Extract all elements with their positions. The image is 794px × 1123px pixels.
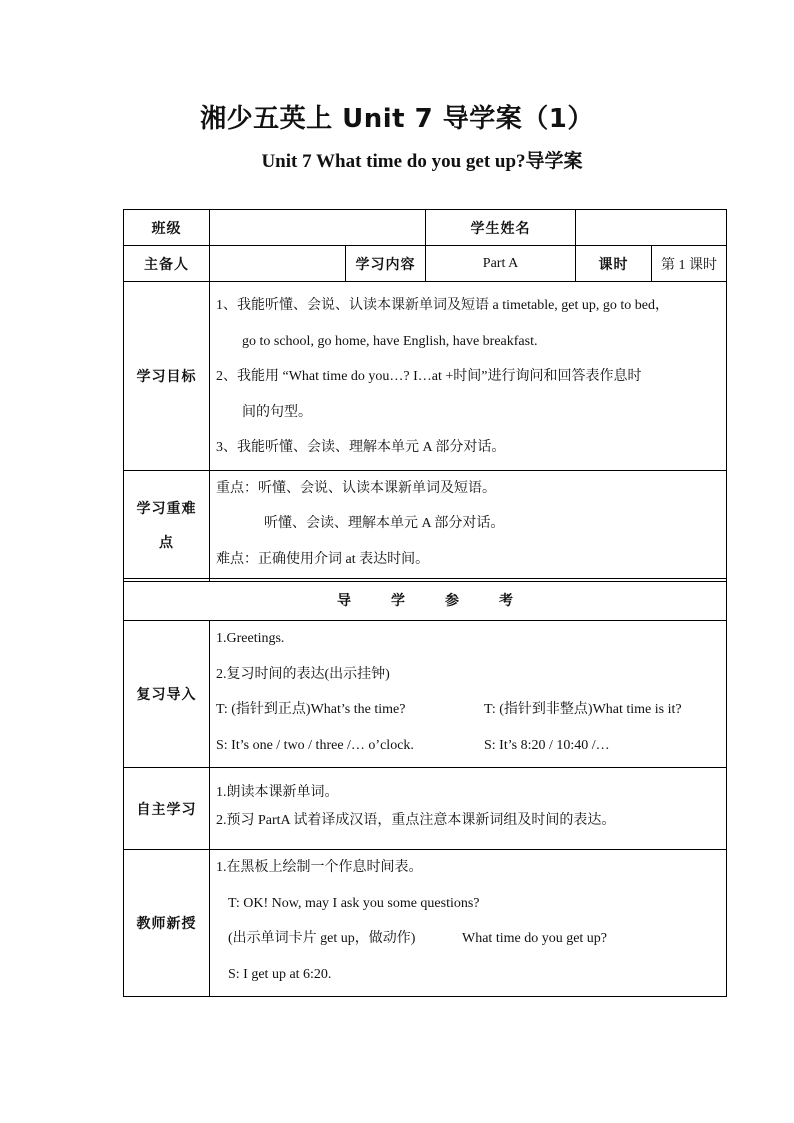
guide-header: 导学参考 (124, 579, 727, 621)
teaching-line: 1.在黑板上绘制一个作息时间表。 (216, 860, 423, 875)
goals-label: 学习目标 (124, 282, 210, 471)
period-value: 第 1 课时 (652, 246, 727, 282)
review-line: T: (指针到正点)What’s the time? (216, 702, 406, 717)
class-field[interactable] (210, 210, 426, 246)
preparer-field[interactable] (210, 246, 346, 282)
goal-line: 3、我能听懂、会读、理解本单元 A 部分对话。 (216, 440, 506, 455)
student-name-field[interactable] (576, 210, 727, 246)
key-points-label-line2: 点 (159, 534, 174, 551)
key-point-line: 重点：听懂、会说、认读本课新单词及短语。 (216, 480, 496, 496)
key-points-label-line1: 学习重难 (136, 500, 197, 517)
review-dialogue-row (216, 728, 720, 764)
content-value: Part A (426, 246, 576, 282)
teaching-line: What time do you get up? (462, 931, 608, 946)
review-line: 1.Greetings. (216, 631, 285, 646)
review-line: 2.复习时间的表达(出示挂钟) (216, 666, 390, 682)
guide-table (123, 578, 727, 997)
self-study-line: 2.预习 PartA 试着译成汉语，重点注意本课新词组及时间的表达。 (216, 812, 616, 828)
document-title: 湘少五英上 Unit 7 导学案（1） (200, 104, 594, 134)
goal-line: 2、我能用 “What time do you…? I…at +时间”进行询问和回答表作息时 (216, 369, 642, 384)
goal-line: 1、我能听懂、会说、认读本课新单词及短语 a timetable, get up, go to bed， (216, 298, 670, 313)
review-line: S: It’s 8:20 / 10:40 /… (484, 737, 610, 753)
review-label: 复习导入 (124, 621, 210, 768)
info-table (123, 209, 727, 582)
student-name-label: 学生姓名 (426, 210, 576, 246)
teaching-dialogue-row (216, 921, 720, 957)
self-study-cell (210, 768, 727, 850)
goal-line: go to school, go home, have English, have breakfast. (242, 333, 538, 349)
teaching-label: 教师新授 (124, 850, 210, 997)
teaching-line: (出示单词卡片 get up，做动作) (228, 931, 416, 946)
goal-line: 间的句型。 (242, 404, 312, 420)
key-point-line: 听懂、会读、理解本单元 A 部分对话。 (264, 516, 505, 531)
review-dialogue-row (216, 692, 720, 728)
preparer-label: 主备人 (124, 246, 210, 282)
key-points-cell (210, 470, 727, 582)
document-subtitle: Unit 7 What time do you get up?导学案 (261, 151, 583, 172)
review-cell (210, 621, 727, 768)
class-label: 班级 (124, 210, 210, 246)
self-study-line: 1.朗读本课新单词。 (216, 784, 339, 800)
self-study-label: 自主学习 (124, 768, 210, 850)
key-points-label (124, 470, 210, 582)
review-line: T: (指针到非整点)What time is it? (484, 702, 682, 717)
review-line: S: It’s one / two / three /… o’clock. (216, 737, 414, 753)
goals-cell (210, 282, 727, 471)
key-point-line: 难点：正确使用介词 at 表达时间。 (216, 551, 430, 567)
period-label: 课时 (576, 246, 652, 282)
teaching-line: T: OK! Now, may I ask you some questions? (228, 895, 480, 911)
teaching-line: S: I get up at 6:20. (228, 966, 332, 982)
teaching-cell (210, 850, 727, 997)
content-label: 学习内容 (346, 246, 426, 282)
